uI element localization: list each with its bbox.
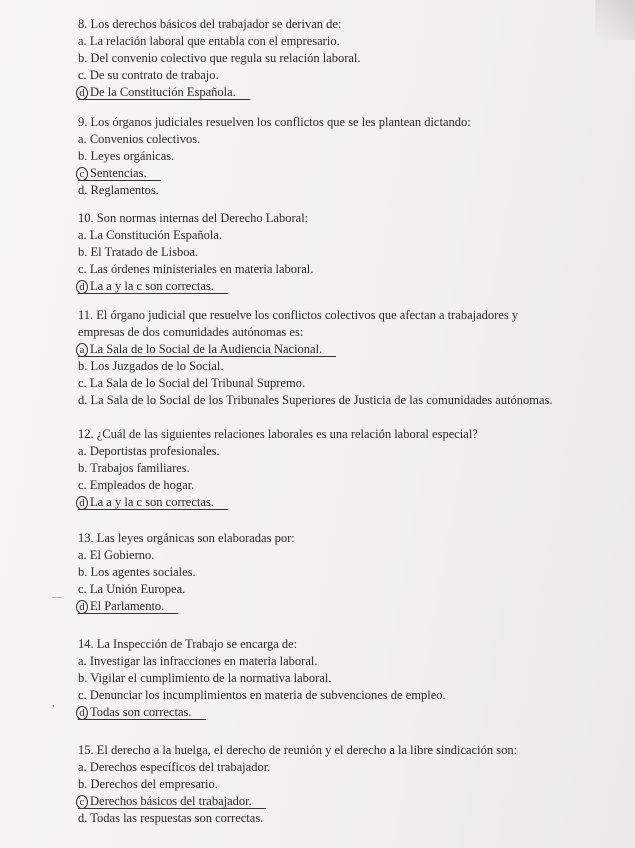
option-letter: a. [78,34,87,48]
question-title: 15. El derecho a la huelga, el derecho de reunión y el derecho a la libre sindicación son: [78,743,518,757]
option-letter: d. [78,393,88,407]
option-text: Leyes orgánicas. [90,149,175,163]
option-letter: c. [78,478,87,492]
option-letter: c. [78,688,87,702]
option-letter: a. [78,444,87,458]
option-text: Convenios colectivos. [89,132,201,146]
option-text: Los Juzgados de lo Social. [90,359,224,373]
option-a [78,131,618,148]
option-text: La Constitución Española. [89,228,223,242]
option-letter: c. [78,582,87,596]
option-c [78,581,618,598]
circled-letter: d [76,496,88,510]
option-a [78,759,618,776]
option-text: La Sala de lo Social de los Tribunales Superiores de Justicia de las comunidades autónomas. [90,393,553,407]
option-c [78,67,618,84]
option-b [78,564,618,581]
option-letter: a. [78,760,87,774]
option-b [78,670,618,687]
option-letter: c. [78,376,87,390]
option-d-selected [78,598,618,615]
option-letter: c. [78,262,87,276]
option-b [78,776,618,793]
option-a-selected [78,341,618,358]
question-15 [78,742,618,827]
option-c [78,477,618,494]
option-letter: d. [78,811,88,825]
circled-letter: d [76,706,88,720]
option-d-selected [78,84,618,101]
option-text: Denunciar los incumplimientos en materia de subvenciones de empleo. [89,688,446,702]
option-text: Las órdenes ministeriales en materia laboral. [89,262,314,276]
question-9 [78,114,618,199]
question-title: 8. Los derechos básicos del trabajador se derivan de: [78,17,342,31]
option-letter: b. [78,461,88,475]
option-c [78,375,618,392]
circled-letter: d [76,86,88,100]
option-d [78,182,618,199]
option-letter: c. [78,68,87,82]
option-letter: b. [78,149,88,163]
circled-letter: a [76,343,88,357]
option-text: Investigar las infracciones en materia laboral. [89,654,318,668]
option-letter: b. [78,359,88,373]
option-b [78,148,618,165]
option-text: De su contrato de trabajo. [89,68,219,82]
option-b [78,460,618,477]
option-text: Trabajos familiares. [90,461,190,475]
option-a [78,547,618,564]
option-letter: a. [78,132,87,146]
option-text: El Tratado de Lisboa. [90,245,199,259]
option-letter: b. [78,51,88,65]
option-text: Derechos básicos del trabajador. [90,794,252,808]
option-b [78,244,618,261]
option-c-selected [78,793,618,810]
circled-letter: c [76,167,88,181]
option-text: La a y la c son correctas. [90,495,214,509]
question-10 [78,210,618,295]
option-d-selected [78,704,618,721]
pen-mark-icon: — [52,592,62,603]
pen-mark-icon: , [52,698,55,709]
option-text: El Gobierno. [89,548,155,562]
option-text: Todas las respuestas son correctas. [90,811,264,825]
circled-letter: c [76,795,88,809]
question-title: 14. La Inspección de Trabajo se encarga de: [78,637,298,651]
option-text: Deportistas profesionales. [89,444,220,458]
question-12 [78,426,618,511]
option-text: Sentencias. [90,166,147,180]
question-8 [78,16,618,101]
option-a [78,33,618,50]
option-c [78,687,618,704]
option-text: Del convenio colectivo que regula su relación laboral. [90,51,361,65]
option-letter: b. [78,245,88,259]
option-a [78,227,618,244]
option-letter: b. [78,671,88,685]
option-text: Vigilar el cumplimiento de la normativa laboral. [90,671,332,685]
option-text: La Sala de lo Social del Tribunal Supremo. [89,376,306,390]
option-text: El Parlamento. [90,599,165,613]
option-c [78,261,618,278]
option-d [78,810,618,827]
question-14 [78,636,618,721]
option-text: De la Constitución Española. [90,85,236,99]
circled-letter: d [76,600,88,614]
option-text: Los agentes sociales. [90,565,196,579]
option-d-selected [78,278,618,295]
option-letter: d. [78,183,88,197]
option-text: Todas son correctas. [90,705,192,719]
option-letter: a. [78,228,87,242]
option-text: La a y la c son correctas. [90,279,214,293]
question-title: 13. Las leyes orgánicas son elaboradas por: [78,531,295,545]
option-text: Derechos del empresario. [90,777,218,791]
circled-letter: d [76,280,88,294]
option-d [78,392,618,409]
question-13 [78,530,618,615]
question-title: 9. Los órganos judiciales resuelven los conflictos que se les plantean dictando: [78,115,471,129]
option-d-selected [78,494,618,511]
question-title: 10. Son normas internas del Derecho Laboral: [78,211,309,225]
option-text: La Sala de lo Social de la Audiencia Nacional. [90,342,323,356]
option-a [78,443,618,460]
question-11 [78,307,618,409]
option-letter: a. [78,548,87,562]
option-b [78,358,618,375]
option-text: Reglamentos. [90,183,159,197]
option-text: Empleados de hogar. [89,478,195,492]
question-title: 12. ¿Cuál de las siguientes relaciones laborales es una relación laboral especial? [78,427,478,441]
question-title: 11. El órgano judicial que resuelve los conflictos colectivos que afectan a trabajadores y empresas de dos comunidades autónomas es: [78,308,519,339]
option-text: La relación laboral que entabla con el empresario. [89,34,340,48]
option-b [78,50,618,67]
option-letter: a. [78,654,87,668]
option-letter: b. [78,777,88,791]
option-a [78,653,618,670]
option-text: Derechos específicos del trabajador. [89,760,271,774]
option-c-selected [78,165,618,182]
option-text: La Unión Europea. [89,582,186,596]
option-letter: b. [78,565,88,579]
